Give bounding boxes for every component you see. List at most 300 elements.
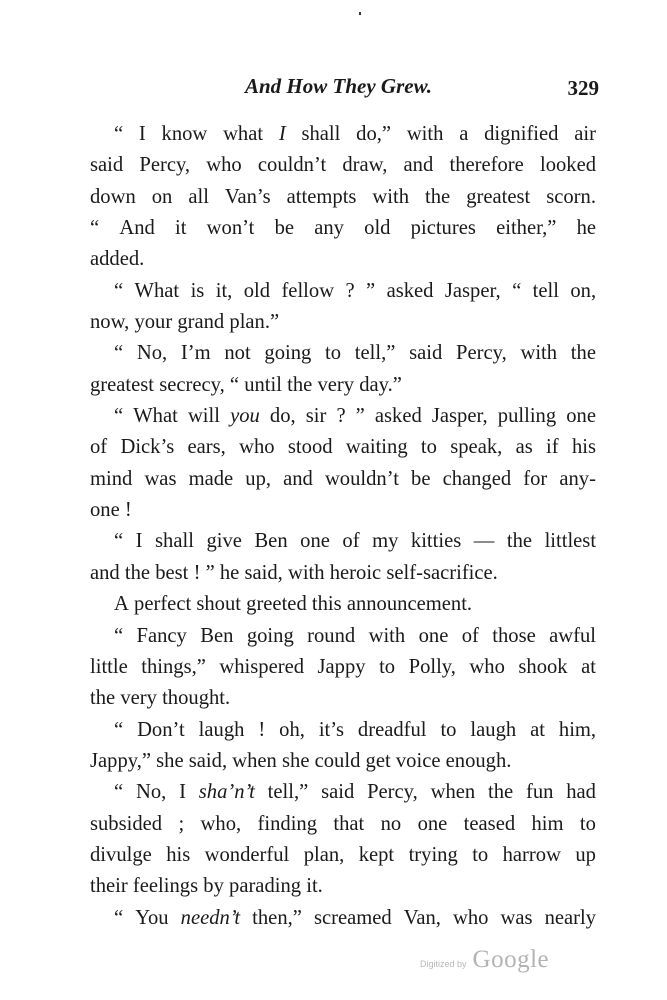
text-line (90, 150, 596, 181)
text-line (90, 432, 596, 463)
word: asked (374, 405, 422, 428)
word-space (443, 119, 459, 150)
word: the (90, 687, 116, 710)
text-line (90, 809, 596, 840)
word: Ben (200, 624, 234, 647)
digitization-footer (420, 946, 549, 974)
word: Jappy,” (90, 749, 151, 772)
word: the (570, 342, 596, 365)
running-title: And How They Grew. (245, 74, 433, 98)
word: grand (177, 311, 225, 334)
word: his (571, 436, 596, 459)
word-space (251, 338, 265, 369)
text-line (90, 401, 596, 432)
word: she (282, 749, 310, 772)
word: best (155, 561, 189, 584)
word: Van’s (224, 185, 271, 208)
word: Jasper, (431, 405, 488, 428)
page-header (0, 74, 667, 104)
word: who, (200, 812, 242, 835)
word: Van, (403, 906, 441, 929)
word: tell,” (267, 781, 309, 804)
word: fellow (281, 279, 335, 302)
word: day.” (359, 373, 402, 396)
word: with (520, 342, 558, 365)
word: “ (229, 373, 240, 396)
word-space (206, 652, 220, 683)
word-space (242, 150, 258, 181)
word: to (440, 718, 457, 741)
word: Jasper, (444, 279, 501, 302)
word: nearly (544, 906, 597, 929)
word: for (523, 467, 548, 490)
word-space (475, 777, 488, 808)
word: one (417, 812, 448, 835)
word: by (203, 875, 224, 898)
word-space (556, 401, 566, 432)
word: No, (136, 342, 168, 365)
word: him, (558, 718, 597, 741)
text-line (90, 589, 596, 620)
word: ! (258, 718, 266, 741)
word-space (516, 715, 530, 746)
word-space (311, 338, 325, 369)
word-space (401, 809, 417, 840)
word: And (119, 217, 155, 240)
word-space (302, 903, 314, 934)
word: is (190, 279, 205, 302)
word-space (408, 432, 421, 463)
word: you (230, 405, 260, 428)
word: sir (305, 405, 327, 428)
word: the (124, 561, 151, 584)
word: made (188, 467, 234, 490)
word: not (224, 342, 251, 365)
word: with (406, 123, 444, 145)
word-space (559, 276, 570, 307)
word: was (144, 467, 177, 490)
word: enough. (445, 749, 512, 772)
word-space (344, 213, 364, 244)
word-space (308, 777, 321, 808)
word-space (270, 276, 281, 307)
word: who (206, 154, 242, 177)
word: parading (229, 875, 302, 898)
word: on (151, 185, 173, 208)
word-space (255, 777, 268, 808)
word-space (296, 401, 306, 432)
word: Dick’s (120, 436, 175, 459)
word: Don’t (137, 718, 185, 741)
word: to (579, 812, 596, 835)
word-space (515, 809, 531, 840)
word-space (155, 213, 175, 244)
word: laugh (198, 718, 245, 741)
text-line (90, 871, 596, 902)
word-space (488, 840, 502, 871)
word-space (174, 432, 187, 463)
word: “ (114, 405, 124, 428)
word: — (473, 530, 495, 553)
word: the (506, 530, 533, 553)
word: going (264, 342, 312, 365)
body-text (90, 119, 596, 934)
word: he (576, 217, 597, 240)
word-space (437, 432, 450, 463)
word-space (162, 809, 178, 840)
word: it, (215, 279, 233, 302)
word: on, (570, 279, 597, 302)
word: up (575, 843, 596, 866)
word-space (530, 182, 546, 213)
word: be (274, 217, 294, 240)
word-space (123, 401, 133, 432)
word-space (176, 464, 188, 495)
word-space (387, 150, 403, 181)
word: mind (90, 467, 133, 490)
word: divulge (90, 843, 152, 866)
word-space (167, 338, 181, 369)
word: Jappy (317, 655, 366, 678)
text-line (90, 621, 596, 652)
word: to (420, 436, 437, 459)
print-speck (359, 12, 361, 15)
word-space (390, 213, 410, 244)
word: speak, (450, 436, 503, 459)
word: what (223, 123, 264, 145)
word: A (114, 593, 129, 616)
word: Polly, (408, 655, 456, 678)
word: of (461, 624, 479, 647)
word: be (411, 467, 431, 490)
word: said, (188, 749, 228, 772)
word: as (515, 436, 533, 459)
word: plan, (303, 843, 345, 866)
word-space (456, 652, 470, 683)
text-line (90, 715, 596, 746)
word: couldn’t (257, 154, 327, 177)
word-space (398, 526, 411, 557)
word-space (558, 119, 574, 150)
word-space (391, 119, 407, 150)
word-space (333, 432, 346, 463)
word: of (90, 436, 108, 459)
word: greatest (466, 185, 531, 208)
word: greatest (90, 373, 155, 396)
word: “ (114, 530, 124, 553)
word-space (190, 840, 204, 871)
word-space (433, 276, 444, 307)
word: your (134, 311, 173, 334)
word: their (90, 875, 128, 898)
word: if (546, 436, 559, 459)
word: who (452, 906, 489, 929)
word-space (286, 119, 302, 150)
word: had (566, 781, 596, 804)
word-space (568, 652, 582, 683)
word: it. (306, 875, 323, 898)
word-space (405, 621, 418, 652)
word-space (220, 401, 230, 432)
word-space (186, 777, 199, 808)
word-space (360, 526, 373, 557)
word: feelings (132, 875, 199, 898)
word-space (326, 401, 336, 432)
text-line (90, 526, 596, 557)
word: and (283, 467, 313, 490)
word-space (304, 652, 318, 683)
word: perfect (134, 593, 192, 616)
word: very (317, 373, 355, 396)
word: going (246, 624, 294, 647)
word-space (123, 276, 134, 307)
word: one (418, 624, 449, 647)
word: it’s (318, 718, 344, 741)
word: shall (301, 123, 341, 145)
word-space (275, 432, 288, 463)
word: greeted (246, 593, 307, 616)
word: stood (287, 436, 333, 459)
text-line (90, 652, 596, 683)
word: ? (336, 405, 346, 428)
word-space (263, 119, 279, 150)
word-space (172, 182, 188, 213)
word: kept (358, 843, 395, 866)
word: round (307, 624, 356, 647)
word: pictures (410, 217, 476, 240)
word: ! (193, 561, 201, 584)
word: said (90, 154, 124, 177)
word: of (342, 530, 360, 553)
word-space (207, 119, 223, 150)
word: pulling (497, 405, 557, 428)
word: Percy, (456, 342, 507, 365)
word: voice (395, 749, 441, 772)
word-space (146, 119, 162, 150)
text-line (90, 464, 596, 495)
word: with (287, 561, 325, 584)
word: and (403, 154, 434, 177)
word-space (511, 464, 523, 495)
word-space (513, 777, 526, 808)
word: and (90, 561, 120, 584)
word: ; (178, 812, 185, 835)
word: I (138, 123, 146, 145)
text-line (90, 495, 596, 526)
word: tell,” (354, 342, 396, 365)
word-space (209, 182, 225, 213)
word-space (461, 526, 474, 557)
word-space (233, 621, 246, 652)
word-space (271, 464, 283, 495)
word: “ (114, 781, 124, 804)
word: shook (518, 655, 568, 678)
word: until (244, 373, 282, 396)
word-space (354, 777, 367, 808)
word: I’m (180, 342, 211, 365)
word: get (365, 749, 391, 772)
word: ? (345, 279, 355, 302)
text-line (90, 558, 596, 589)
word: tell (532, 279, 559, 302)
word-space (561, 840, 575, 871)
text-line (90, 777, 596, 808)
word: at (581, 655, 596, 678)
word: kitties (410, 530, 462, 553)
word: then,” (252, 906, 302, 929)
word: awful (549, 624, 597, 647)
word: asked (386, 279, 434, 302)
word: the (287, 373, 313, 396)
word-space (305, 715, 319, 746)
word: little (90, 655, 128, 678)
word-space (123, 338, 137, 369)
text-line (90, 903, 596, 934)
word-space (226, 432, 239, 463)
word: harrow (502, 843, 561, 866)
word: What (134, 279, 180, 302)
text-line (90, 840, 596, 871)
word-space (265, 715, 279, 746)
word-space (143, 526, 156, 557)
word: trying (408, 843, 458, 866)
word: won’t (206, 217, 255, 240)
word: finding (257, 812, 318, 835)
word-space (547, 464, 559, 495)
word-space (240, 903, 252, 934)
word-space (107, 432, 120, 463)
word-space (136, 182, 152, 213)
word-space (340, 119, 356, 150)
text-line (90, 244, 596, 275)
word-space (399, 464, 411, 495)
word-space (468, 119, 484, 150)
word-space (99, 213, 119, 244)
word-space (178, 401, 188, 432)
word: Percy, (367, 781, 418, 804)
word-space (553, 777, 566, 808)
word-space (341, 338, 355, 369)
word: screamed (313, 906, 392, 929)
word: fun (525, 781, 554, 804)
word-space (557, 338, 571, 369)
word: I (179, 781, 186, 804)
word: heroic (329, 561, 382, 584)
word-space (392, 903, 404, 934)
word-space (179, 276, 190, 307)
word-space (488, 401, 498, 432)
word-space (545, 715, 559, 746)
word-space (317, 809, 333, 840)
word: “ (90, 217, 100, 240)
word-space (244, 715, 258, 746)
word: any- (559, 467, 596, 490)
word: he (219, 561, 240, 584)
word-space (128, 652, 142, 683)
word: looked (539, 154, 597, 177)
word-space (448, 621, 461, 652)
word-space (365, 401, 375, 432)
word: “ (114, 906, 124, 929)
word-space (344, 840, 358, 871)
word: said, (244, 561, 283, 584)
word: my (372, 530, 399, 553)
word: either,” (496, 217, 557, 240)
word-space (505, 652, 519, 683)
word-space (123, 715, 137, 746)
word: air (574, 123, 596, 145)
word: Fancy (136, 624, 187, 647)
word: laugh (470, 718, 517, 741)
word: said (321, 781, 355, 804)
word: ” (205, 561, 215, 584)
word: one (566, 405, 596, 428)
google-logo: Google (472, 946, 550, 973)
word: “ (114, 624, 124, 647)
word-space (294, 621, 307, 652)
word-space (260, 401, 270, 432)
word: who (239, 436, 275, 459)
word-space (536, 621, 549, 652)
word: his (166, 843, 191, 866)
word: draw, (342, 154, 388, 177)
word-space (427, 715, 441, 746)
word: “ (512, 279, 522, 302)
word: announcement. (346, 593, 473, 616)
word-space (488, 903, 500, 934)
word-space (123, 777, 136, 808)
word-space (271, 182, 287, 213)
word: “ (114, 342, 124, 365)
word-space (326, 150, 342, 181)
word: was (500, 906, 533, 929)
text-line (90, 276, 596, 307)
word-space (330, 526, 343, 557)
word-space (556, 213, 576, 244)
word: could (314, 749, 361, 772)
word-space (366, 652, 380, 683)
word: thought. (162, 687, 231, 710)
word-space (494, 526, 507, 557)
word-space (533, 432, 546, 463)
word: ” (366, 279, 376, 302)
word: You (135, 906, 169, 929)
word: No, (135, 781, 167, 804)
word-space (441, 903, 453, 934)
word: changed (442, 467, 512, 490)
word-space (355, 621, 368, 652)
word-space (450, 182, 466, 213)
word-space (433, 150, 449, 181)
word-space (456, 715, 470, 746)
word: “ (114, 279, 124, 302)
word: ” (355, 405, 365, 428)
word: a (459, 123, 469, 145)
word-space (409, 182, 425, 213)
word-space (152, 840, 166, 871)
word: shout (196, 593, 241, 616)
word-space (166, 777, 179, 808)
word-space (564, 809, 580, 840)
word-space (502, 432, 515, 463)
word-space (346, 401, 356, 432)
word: dignified (484, 123, 559, 145)
word-space (123, 119, 139, 150)
word-space (185, 715, 199, 746)
word: who (469, 655, 505, 678)
word: “ (114, 718, 124, 741)
text-line (90, 746, 596, 777)
